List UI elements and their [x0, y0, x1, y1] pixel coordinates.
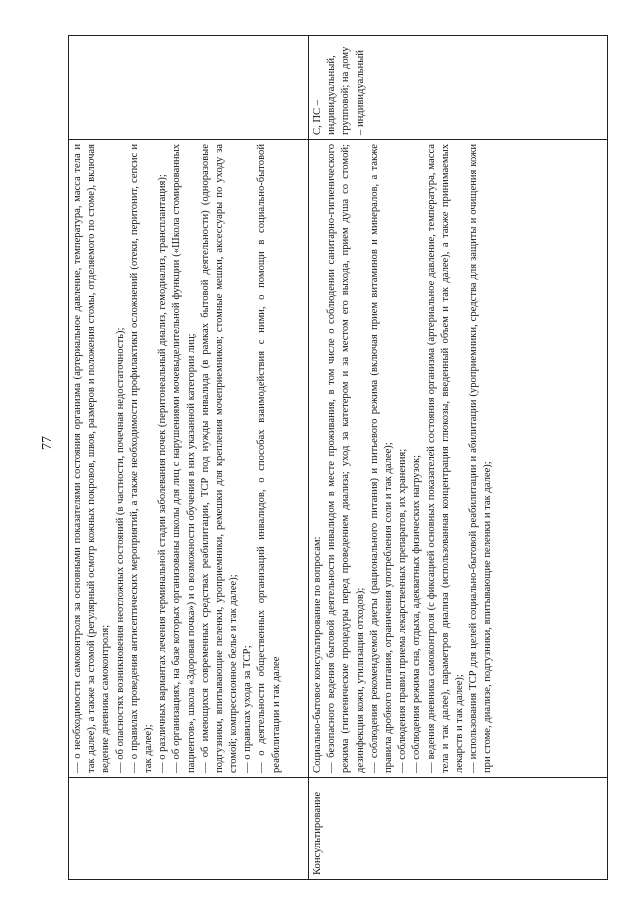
list-item: — о правилах ухода за ТСР;	[242, 645, 254, 773]
rehabilitation-table	[68, 35, 608, 880]
list-item: — использования ТСР для целей социально-бытовой реабилитации и абилитации (уроприемники, средства для защиты и очищения кожи при стоме, диализе, подгузники, впитывающие пеленки и так далее);	[468, 144, 494, 773]
list-item: — о правилах проведения антисептических мероприятий, а также необходимости профилактики осложнений (отеки, перитонит, сепсис и так далее);	[128, 144, 154, 773]
content-cell	[309, 140, 608, 778]
page-number: 77	[40, 436, 55, 450]
rotated-page	[68, 35, 608, 880]
list-item: — о необходимости самоконтроля за основными показателями состояния организма (артериальное давление, температура, масса тела и так далее), а также за стомой (регулярный осмотр кожных покровов, швов, размеров и положения стомы, отделяемого по стоме), включая ведение дневника самоконтроля;	[72, 144, 112, 773]
category-cell	[69, 778, 309, 880]
list-item: — ведения дневника самоконтроля (с фиксацией основных показателей состояния организма (артериальное давление, температура, масса тела и так далее), параметров диализа (использованная концентрация глюкозы, введенный объем и так далее), а также принимаемых лекарств и так далее);	[425, 144, 465, 773]
content-cell	[69, 140, 309, 778]
list-item: Социально-бытовое консультирование по вопросам:	[312, 536, 323, 773]
list-item: — о деятельности общественных организаций инвалидов, о способах взаимодействия с ними, о помощи в социально-бытовой реабилитации и так далее	[256, 144, 282, 773]
list-item: — об организациях, на базе которых организованы школы для лиц с нарушениями мочевыделительной функции («Школа стомированных пациентов», школа «Здоровая почка») и о возможности обучения в них указанной категории лиц;	[171, 144, 197, 773]
list-item: — соблюдения правил приема лекарственных препаратов, их хранения;	[397, 448, 409, 773]
list-item: — об опасностях возникновения неотложных состояний (в частности, почечная недостаточность);	[114, 327, 126, 773]
table-row	[69, 36, 309, 880]
list-item: — соблюдения рекомендуемой диеты (рационального питания) и питьевого режима (включая прием витаминов и минералов, а также правила дробного питания, ограничения употребления соли и так далее);	[368, 144, 394, 773]
form-cell	[69, 36, 309, 140]
form-cell: С, ПС – индивидуальный, групповой; на дому – индивидуальный	[309, 36, 608, 140]
category-cell: Консультирование	[309, 778, 608, 880]
list-item: — о различных вариантах лечения терминальной стадии заболевания почек (перитонеальный диализ, гемодиализ, трансплантация);	[157, 174, 169, 773]
list-item: — об имеющихся современных средствах реабилитации, ТСР под нужды инвалида (в рамках бытовой деятельности) (одноразовые подгузники, впитывающие пеленки, уроприемники, ремешки для крепления мочеприемников; стомные мешки, аксессуары по уходу за стомой; компрессионное белье и так далее);	[199, 144, 240, 773]
list-item: — соблюдения режима сна, отдыха, адекватных физических нагрузок;	[411, 454, 423, 773]
table-row	[309, 36, 608, 880]
list-item: — безопасного ведения бытовой деятельности инвалидом в месте проживания, в том числе о соблюдении санитарно-гигиенического режима (гигиенические процедуры перед проведением диализа; уход за катетером и за местом его выхода, прием душа со стомой; дезинфекция кожи, утилизация отходов);	[326, 144, 366, 773]
